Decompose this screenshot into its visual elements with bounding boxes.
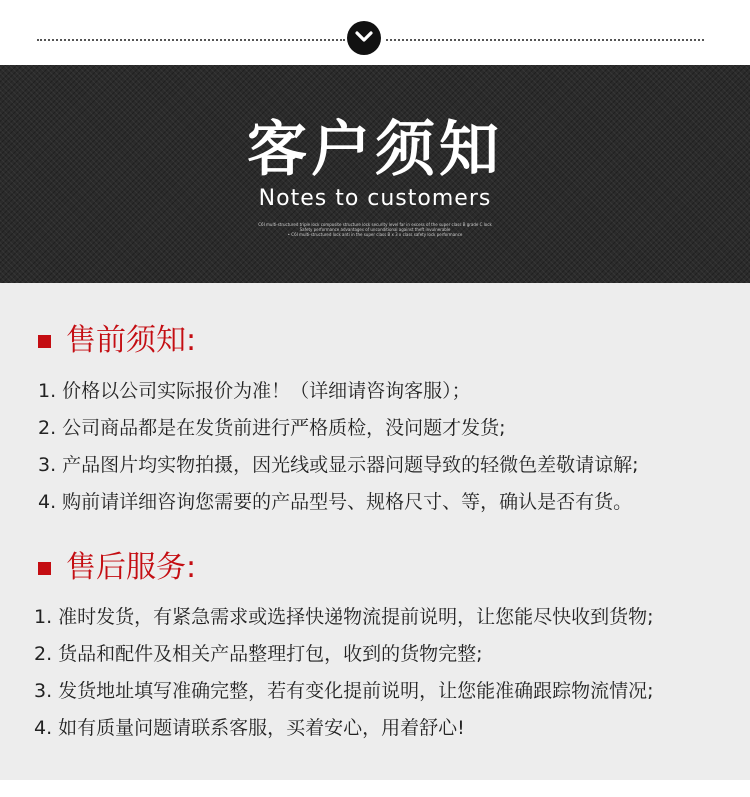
square-bullet-icon — [38, 562, 51, 575]
presale-item: 2. 公司商品都是在发货前进行严格质检，没问题才发货; — [38, 417, 506, 439]
dotted-line-left — [37, 39, 345, 41]
top-divider-bar — [0, 0, 750, 65]
square-bullet-icon — [38, 335, 51, 348]
presale-item: 4. 购前请详细咨询您需要的产品型号、规格尺寸、等，确认是否有货。 — [38, 491, 633, 513]
bottom-spacer — [0, 780, 750, 797]
header-banner — [0, 65, 750, 283]
aftersale-title: 售后服务: — [66, 550, 197, 585]
chevron-down-icon — [347, 21, 381, 55]
banner-title-en: Notes to customers — [258, 186, 492, 211]
presale-item: 1. 价格以公司实际报价为准！（详细请咨询客服）； — [38, 380, 471, 402]
aftersale-item: 1. 准时发货，有紧急需求或选择快递物流提前说明，让您能尽快收到货物; — [34, 606, 654, 628]
notice-content — [0, 283, 750, 780]
aftersale-item: 2. 货品和配件及相关产品整理打包，收到的货物完整; — [34, 643, 483, 665]
banner-fine-print-2: Safety performance advantages of unconditional against theft invulnerable — [299, 227, 451, 232]
dotted-line-right — [386, 39, 704, 41]
banner-fine-print-3: • C6I multi-structured lock anti in the super class B x 3 x class safety lock performance — [287, 232, 463, 237]
presale-heading — [38, 323, 196, 359]
presale-title: 售前须知: — [66, 323, 197, 358]
aftersale-heading — [38, 550, 196, 586]
presale-item: 3. 产品图片均实物拍摄，因光线或显示器问题导致的轻微色差敬请谅解; — [38, 454, 639, 476]
banner-fine-print-1: C6I multi-structured triple lock composite structure lock security level far in excess of the super class B grade C lock — [258, 222, 492, 227]
banner-title-cn: 客户须知 — [247, 115, 503, 185]
aftersale-item: 4. 如有质量问题请联系客服，买着安心，用着舒心! — [34, 717, 465, 739]
aftersale-item: 3. 发货地址填写准确完整，若有变化提前说明，让您能准确跟踪物流情况; — [34, 680, 654, 702]
